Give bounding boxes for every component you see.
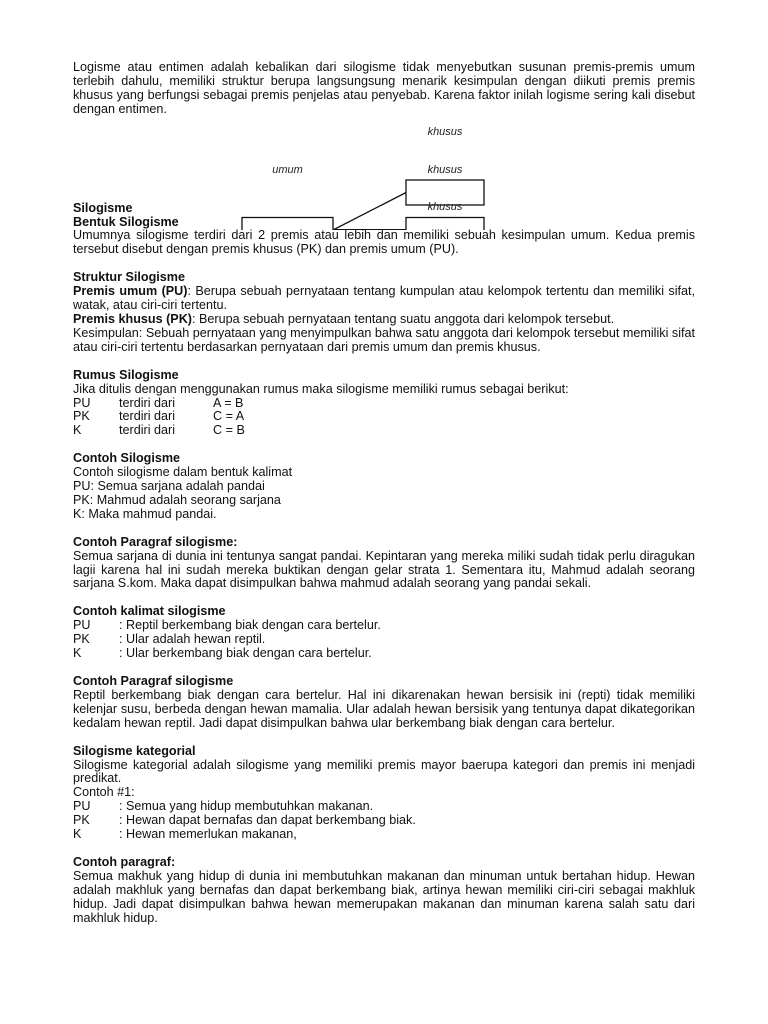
silogisme-title: Silogisme [73,200,133,215]
contoh-line: PU: Semua sarjana adalah pandai [73,479,265,494]
rumus-key: K [73,423,82,438]
rumus-val: A = B [213,395,244,410]
premis-khusus-paragraph [73,313,695,327]
premis-umum-label: Premis umum (PU) [73,284,188,299]
paragraf2-text: Reptil berkembang biak dengan cara bertelur. Hal ini dikarenakan hewan bersisik ini (repti) tidak memiliki kelenjar susu, berbeda dengan hewan mamalia. Ular adalah hewan bersisik yang tentunya dapat dikategorikan kedalam hewan reptil. Jadi dapat disimpulkan bahwa ular berkembang biak dengan cara bertelur. [73,687,695,730]
kategorial-val: : Hewan dapat bernafas dan dapat berkembang biak. [119,813,416,828]
paragraf1-title: Contoh Paragraf silogisme: [73,534,238,549]
contoh-title: Contoh Silogisme [73,451,181,466]
khusus-label-2: khusus [427,164,463,176]
kategorial-key: K [73,827,82,842]
rumus-mid: terdiri dari [119,409,175,424]
contoh-line: PK: Mahmud adalah seorang sarjana [73,492,281,507]
rumus-intro: Jika ditulis dengan menggunakan rumus maka silogisme memiliki rumus sebagai berikut: [73,381,569,396]
rumus-row [73,410,695,424]
premis-khusus-text: : Berupa sebuah pernyataan tentang suatu anggota dari kelompok tersebut. [191,311,615,326]
document-page [73,61,695,926]
struktur-title: Struktur Silogisme [73,270,185,285]
rumus-key: PU [73,395,91,410]
rumus-key: PK [73,409,90,424]
kategorial-contoh-label: Contoh #1: [73,785,135,800]
khusus-label-1: khusus [427,126,463,138]
kalimat-row [73,619,695,633]
bentuk-silogisme-title: Bentuk Silogisme [73,214,179,229]
kategorial-val: : Hewan memerlukan makanan, [119,827,297,842]
bentuk-silogisme-text: Umumnya silogisme terdiri dari 2 premis atau lebih dan memiliki sebuah kesimpulan umum. Kedua premis tersebut disebut dengan premis khusus (PK) dan premis umum (PU). [73,228,695,257]
contoh-line: K: Maka mahmud pandai. [73,506,217,521]
rumus-row [73,424,695,438]
kalimat-val: : Reptil berkembang biak dengan cara bertelur. [119,618,381,633]
umum-label: umum [272,164,303,176]
rumus-val: C = A [213,409,245,424]
paragraf3-text: Semua makhuk yang hidup di dunia ini membutuhkan makanan dan minuman untuk bertahan hidup. Hewan adalah makhluk yang bernafas dan dapat berkembang biak, artinya hewan memiliki ciri-ciri sebagai makhluk hidup. Jadi dapat disimpulkan bahwa hewan memerupakan makanan dan minuman karena salah satu dari makhluk hidup. [73,868,695,925]
kalimat-key: K [73,646,82,661]
kategorial-key: PU [73,799,91,814]
rumus-row [73,397,695,411]
kesimpulan-paragraph: Kesimpulan: Sebuah pernyataan yang menyimpulkan bahwa satu anggota dari kelompok tersebut memiliki sifat atau ciri-ciri tertentu berdasarkan pernyataan dari premis umum dan premis khusus. [73,325,695,354]
kalimat-val: : Ular berkembang biak dengan cara bertelur. [119,646,372,661]
kategorial-text: Silogisme kategorial adalah silogisme yang memiliki premis mayor baerupa kategori dan premis ini menjadi predikat. [73,757,695,786]
kategorial-val: : Semua yang hidup membutuhkan makanan. [119,799,374,814]
kategorial-key: PK [73,813,90,828]
kalimat-row [73,647,695,661]
rumus-val: C = B [213,423,245,438]
kalimat-key: PU [73,618,91,633]
rumus-mid: terdiri dari [119,423,175,438]
kalimat-title: Contoh kalimat silogisme [73,604,226,619]
premis-umum-paragraph [73,285,695,313]
paragraf2-title: Contoh Paragraf silogisme [73,674,234,688]
rumus-mid: terdiri dari [119,395,175,410]
kategorial-row [73,828,695,842]
rumus-title: Rumus Silogisme [73,367,179,382]
paragraf3-title: Contoh paragraf: [73,854,176,869]
contoh-line: Contoh silogisme dalam bentuk kalimat [73,465,293,480]
kategorial-row [73,800,695,814]
kalimat-key: PK [73,632,90,647]
premis-umum-text: : Berupa sebuah pernyataan tentang kumpulan atau kelompok tertentu dan memiliki sifat, watak, atau ciri-ciri tertentu. [73,284,695,313]
kategorial-row [73,814,695,828]
khusus-label-3: khusus [427,201,463,213]
kalimat-val: : Ular adalah hewan reptil. [119,632,266,647]
kategorial-title: Silogisme kategorial [73,743,196,758]
kalimat-row [73,633,695,647]
intro-paragraph: Logisme atau entimen adalah kebalikan dari silogisme tidak menyebutkan susunan premis-premis umum terlebih dahulu, memiliki struktur berupa langsungsung menarik kesimpulan dengan diikuti premis premis khusus yang berfungsi sebagai premis penjelas atau penyebab. Karena faktor inilah logisme sering kali disebut dengan entimen. [73,60,695,116]
premis-khusus-label: Premis khusus (PK) [73,311,192,326]
paragraf1-text: Semua sarjana di dunia ini tentunya sangat pandai. Kepintaran yang mereka miliki sudah tidak perlu diragukan lagii karena hal ini sudah mereka buktikan dengan gelar strata 1. Sementara itu, Mahmud adalah seorang sarjana S.kom. Maka dapat disimpulkan bahwa mahmud adalah seorang yang pandai sekali. [73,548,695,591]
